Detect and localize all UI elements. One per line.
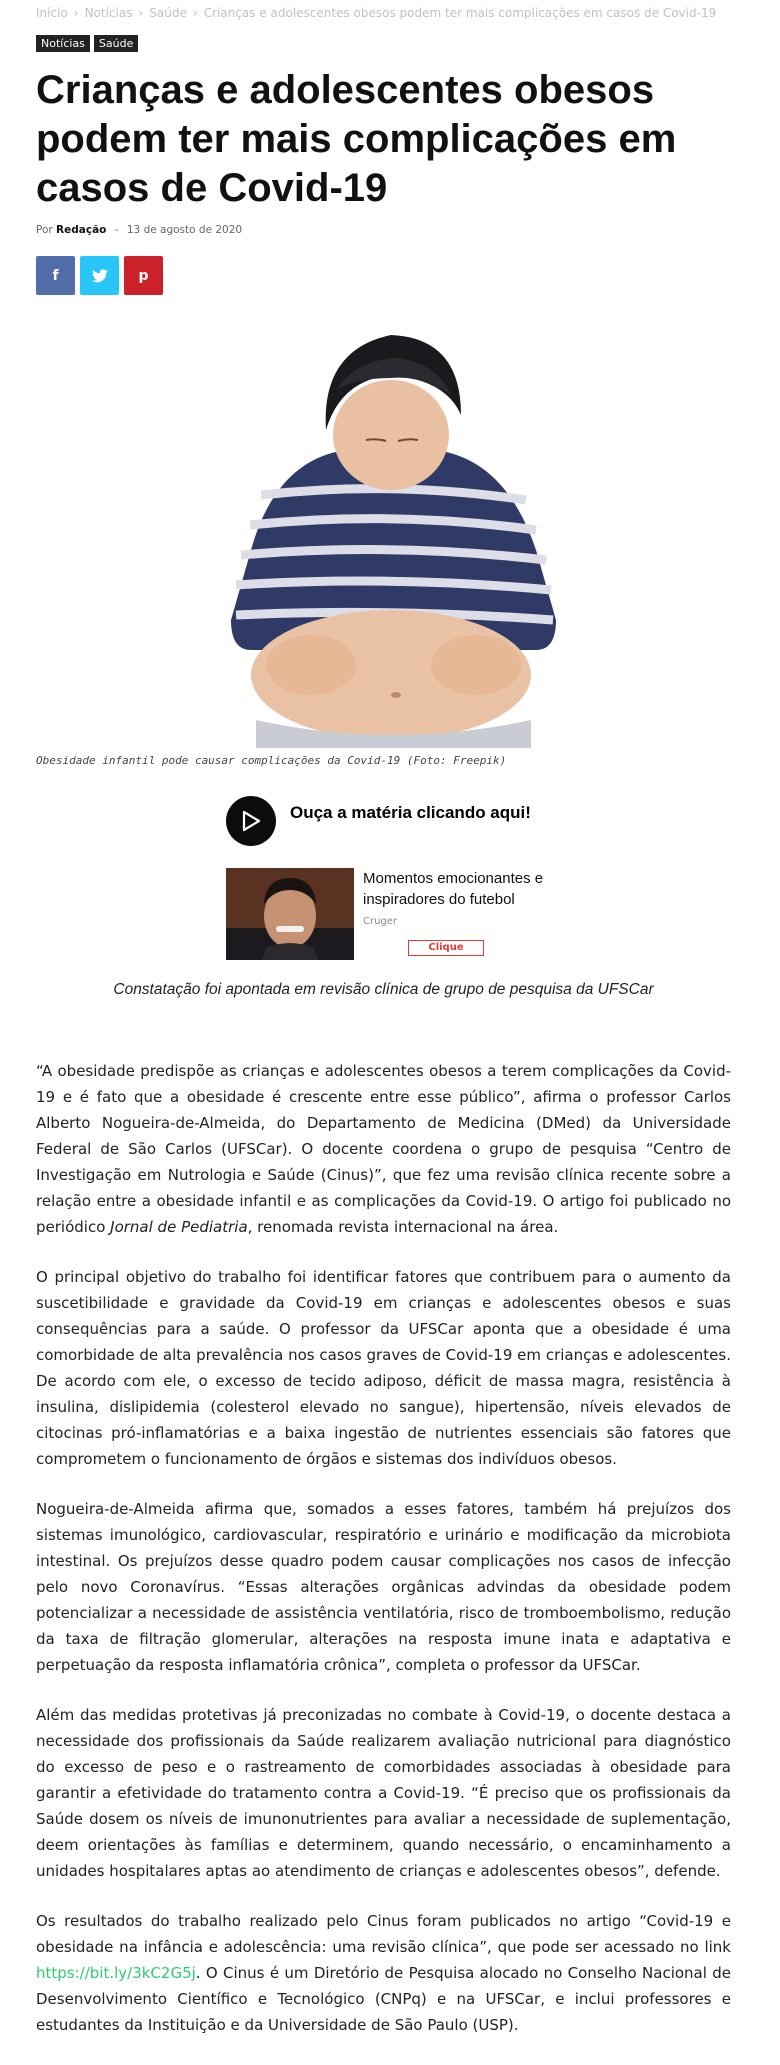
breadcrumb-news[interactable]: Notícias <box>84 6 133 20</box>
breadcrumb <box>36 6 731 20</box>
paragraph-4: Além das medidas protetivas já preconizadas no combate à Covid-19, o docente destaca a necessidade dos profissionais da Saúde realizarem avaliação nutricional para diagnóstico do excesso de peso e o rastreamento de comorbidades associadas à obesidade para garantir a efetividade do tratamento contra a Covid-19. “É preciso que os profissionais da Saúde dosem os níveis de imunonutrientes para avaliar a necessidade de suplementação, deem orientações às famílias e determinem, quando necessário, o encaminhamento a unidades hospitalares aptas ao atendimento de crianças e adolescentes obesos”, defende. <box>36 1706 731 1880</box>
paragraph-1 <box>36 1058 731 1240</box>
tag-saude[interactable]: Saúde <box>94 35 138 52</box>
journal-name: Jornal de Pediatria <box>110 1218 248 1236</box>
by-label: Por <box>36 224 53 236</box>
article-subtitle: Constatação foi apontada em revisão clínica de grupo de pesquisa da UFSCar <box>113 981 654 998</box>
audio-label[interactable]: Ouça a matéria clicando aqui! <box>290 803 531 822</box>
breadcrumb-separator: › <box>192 6 198 20</box>
author-link[interactable]: Redação <box>56 224 107 236</box>
article-meta <box>36 224 731 236</box>
paragraph-3: Nogueira-de-Almeida afirma que, somados a esses fatores, também há prejuízos dos sistemas imunológico, cardiovascular, respiratório e urinário e modificação da microbiota intestinal. Os prejuízos desse quadro podem causar complicações nos casos de infecção pelo novo Coronavírus. “Essas alterações orgânicas advindas da obesidade podem potencializar a necessidade de assistência ventilatória, risco de tromboembolismo, redução da taxa de filtração glomerular, alterações na resposta imune inata e adaptativa e perpetuação da resposta inflamatória crônica”, completa o professor da UFSCar. <box>36 1500 731 1674</box>
share-buttons <box>36 256 731 295</box>
publish-date: 13 de agosto de 2020 <box>126 224 243 236</box>
audio-player[interactable] <box>226 796 531 846</box>
category-tags <box>36 35 731 52</box>
breadcrumb-home[interactable]: Início <box>36 6 68 20</box>
article-hero-image <box>36 320 731 748</box>
sponsored-promo[interactable] <box>226 868 586 960</box>
paragraph-2: O principal objetivo do trabalho foi identificar fatores que contribuem para o aumento da suscetibilidade e gravidade da Covid-19 em crianças e adolescentes obesos e suas consequências para a saúde. O professor da UFSCar aponta que a obesidade é uma comorbidade de alta prevalência nos casos graves de Covid-19 em crianças e adolescentes. De acordo com ele, o excesso de tecido adiposo, déficit de massa magra, resistência à insulina, dislipidemia (colesterol elevado no sangue), hipertensão, níveis elevados de citocinas pró-inflamatórias e a baixa ingestão de nutrientes essenciais são fatores que comprometem o funcionamento de órgãos e sistemas dos indivíduos obesos. <box>36 1268 731 1468</box>
pinterest-icon: p <box>138 267 149 284</box>
paragraph-5-text-b: . O Cinus é um Diretório de Pesquisa alocado no Conselho Nacional de Desenvolvimento Científico e Tecnológico (CNPq) e na UFSCar, e inclui professores e estudantes da Instituição e da Universidade de São Paulo (USP). <box>36 1964 731 2034</box>
article-link[interactable]: https://bit.ly/3kC2G5j <box>36 1964 196 1982</box>
breadcrumb-separator: › <box>138 6 144 20</box>
twitter-share-button[interactable] <box>80 256 119 295</box>
breadcrumb-health[interactable]: Saúde <box>149 6 187 20</box>
play-button[interactable] <box>226 796 276 846</box>
paragraph-5 <box>36 1908 731 2038</box>
promo-title[interactable]: Momentos emocionantes e inspiradores do futebol <box>363 870 544 908</box>
paragraph-1-text-a: “A obesidade predispõe as crianças e adolescentes obesos a terem complicações da Covid-19 e é fato que a obesidade é crescente entre esse público”, afirma o professor Carlos Alberto Nogueira-de-Almeida, do Departamento de Medicina (DMed) da Universidade Federal de São Carlos (UFSCar). O docente coordena o grupo de pesquisa “Centro de Investigação em Nutrologia e Saúde (Cinus)”, que fez uma revisão clínica recente sobre a relação entre a obesidade infantil e as complicações da Covid-19. O artigo foi publicado no periódico <box>36 1062 731 1236</box>
article-body <box>36 1058 731 2062</box>
play-icon <box>241 810 261 832</box>
tag-noticias[interactable]: Notícias <box>36 35 90 52</box>
promo-click-button[interactable]: Clique <box>408 940 484 956</box>
breadcrumb-separator: › <box>73 6 79 20</box>
promo-photo <box>226 868 354 960</box>
twitter-icon <box>92 269 108 283</box>
image-caption: Obesidade infantil pode causar complicações da Covid-19 (Foto: Freepik) <box>36 754 507 767</box>
facebook-icon: f <box>52 267 59 284</box>
facebook-share-button[interactable] <box>36 256 75 295</box>
child-photo-illustration <box>36 320 731 748</box>
breadcrumb-current: Crianças e adolescentes obesos podem ter mais complicações em casos de Covid-19 <box>203 6 717 20</box>
promo-source: Cruger <box>363 916 398 927</box>
pinterest-share-button[interactable] <box>124 256 163 295</box>
paragraph-5-text-a: Os resultados do trabalho realizado pelo Cinus foram publicados no artigo “Covid-19 e obesidade na infância e adolescência: uma revisão clínica”, que pode ser acessado no link <box>36 1912 731 1956</box>
promo-thumbnail[interactable] <box>226 868 354 960</box>
meta-dash: - <box>114 224 119 236</box>
paragraph-1-text-b: , renomada revista internacional na área. <box>247 1218 559 1236</box>
article-title: Crianças e adolescentes obesos podem ter mais complicações em casos de Covid-19 <box>36 68 677 210</box>
